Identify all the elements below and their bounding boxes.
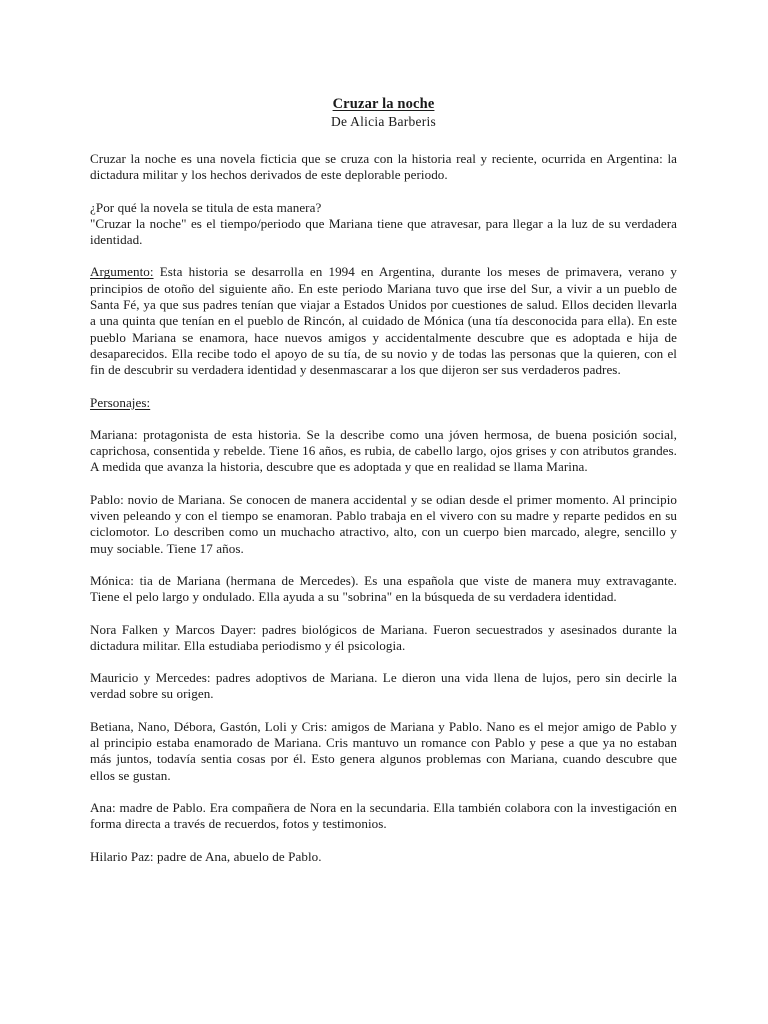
question-answer-paragraph: "Cruzar la noche" es el tiempo/periodo que Mariana tiene que atravesar, para llegar a la luz de su verdadera identidad. [90, 215, 677, 248]
spacer [90, 784, 677, 800]
character-paragraph-ana: Ana: madre de Pablo. Era compañera de Nora en la secundaria. Ella también colabora con la investigación en forma directa a través de recuerdos, fotos y testimonios. [90, 799, 677, 832]
spacer [90, 833, 677, 849]
document-author: De Alicia Barberis [331, 114, 436, 129]
personajes-heading-line [90, 395, 677, 411]
character-paragraph-mariana: Mariana: protagonista de esta historia. Se la describe como una jóven hermosa, de buena posición social, caprichosa, consentida y rebelde. Tiene 16 años, es rubia, de cabello largo, ojos grises y con atributos grandes. A medida que avanza la historia, descubre que es adoptada y que en realidad se llama Marina. [90, 426, 677, 475]
spacer [90, 557, 677, 573]
page-title [90, 96, 677, 113]
spacer [90, 606, 677, 622]
spacer [90, 654, 677, 670]
character-paragraph-amigos: Betiana, Nano, Débora, Gastón, Loli y Cris: amigos de Mariana y Pablo. Nano es el mejor amigo de Pablo y al principio estaba enamorado de Mariana. Cris mantuvo un romance con Pablo y pese a que ya no estaban más juntos, todavía sentia cosas por él. Esto genera algunos problemas con Mariana, cuando descubre que ellos se gustan. [90, 718, 677, 783]
character-paragraph-pablo: Pablo: novio de Mariana. Se conocen de manera accidental y se odian desde el primer momento. Al principio viven peleando y con el tiempo se enamoran. Pablo trabaja en el vivero con su madre y reparte pedidos en su ciclomotor. Lo describen como un muchacho atractivo, alto, con un cuerpo bien marcado, alegre, sencillo y muy sociable. Tiene 17 años. [90, 491, 677, 556]
page-title-text: Cruzar la noche [332, 96, 435, 112]
character-paragraph-mauricio-mercedes: Mauricio y Mercedes: padres adoptivos de Mariana. Le dieron una vida llena de lujos, pero sin decirle la verdad sobre su origen. [90, 670, 677, 702]
question-line: ¿Por qué la novela se titula de esta manera? [90, 199, 322, 215]
spacer [90, 411, 677, 427]
argumento-paragraph [90, 264, 677, 378]
spacer [90, 476, 677, 492]
character-paragraph-monica: Mónica: tia de Mariana (hermana de Mercedes). Es una española que viste de manera muy extravagante. Tiene el pelo largo y ondulado. Ella ayuda a su "sobrina" en la búsqueda de su verdadera identidad. [90, 572, 677, 605]
argumento-body: Esta historia se desarrolla en 1994 en Argentina, durante los meses de primavera, verano y principios de otoño del siguiente año. En este periodo Mariana tuvo que irse del Sur, a vivir a un pueblo de Santa Fé, ya que sus padres tenían que viajar a Estados Unidos por cuestiones de salud. Ellos deciden llevarla a una quinta que tenían en el pueblo de Rincón, al cuidado de Mónica (una tía desconocida para ella). En este pueblo Mariana se enamora, hace nuevos amigos y accidentalmente descubre que es adoptada e hija de desaparecidos. Ella recibe todo el apoyo de su tía, de su novio y de todas las personas que la quieren, con el fin de descubrir su verdadera identidad y desenmascarar a los que dijeron ser sus verdaderos padres. [90, 264, 677, 378]
spacer [90, 379, 677, 395]
personajes-heading: Personajes: [90, 394, 151, 410]
character-paragraph-nora-marcos: Nora Falken y Marcos Dayer: padres biológicos de Mariana. Fueron secuestrados y asesinados durante la dictadura militar. Ella estudiaba periodismo y él psicologia. [90, 621, 677, 653]
spacer [90, 703, 677, 719]
character-paragraph-hilario-paz: Hilario Paz: padre de Ana, abuelo de Pablo. [90, 848, 322, 864]
argumento-heading: Argumento: [90, 264, 154, 280]
spacer [90, 248, 677, 264]
spacer [90, 184, 677, 200]
intro-paragraph: Cruzar la noche es una novela ficticia que se cruza con la historia real y reciente, ocurrida en Argentina: la dictadura militar y los hechos derivados de este deplorable periodo. [90, 151, 677, 183]
spacer [90, 130, 677, 151]
